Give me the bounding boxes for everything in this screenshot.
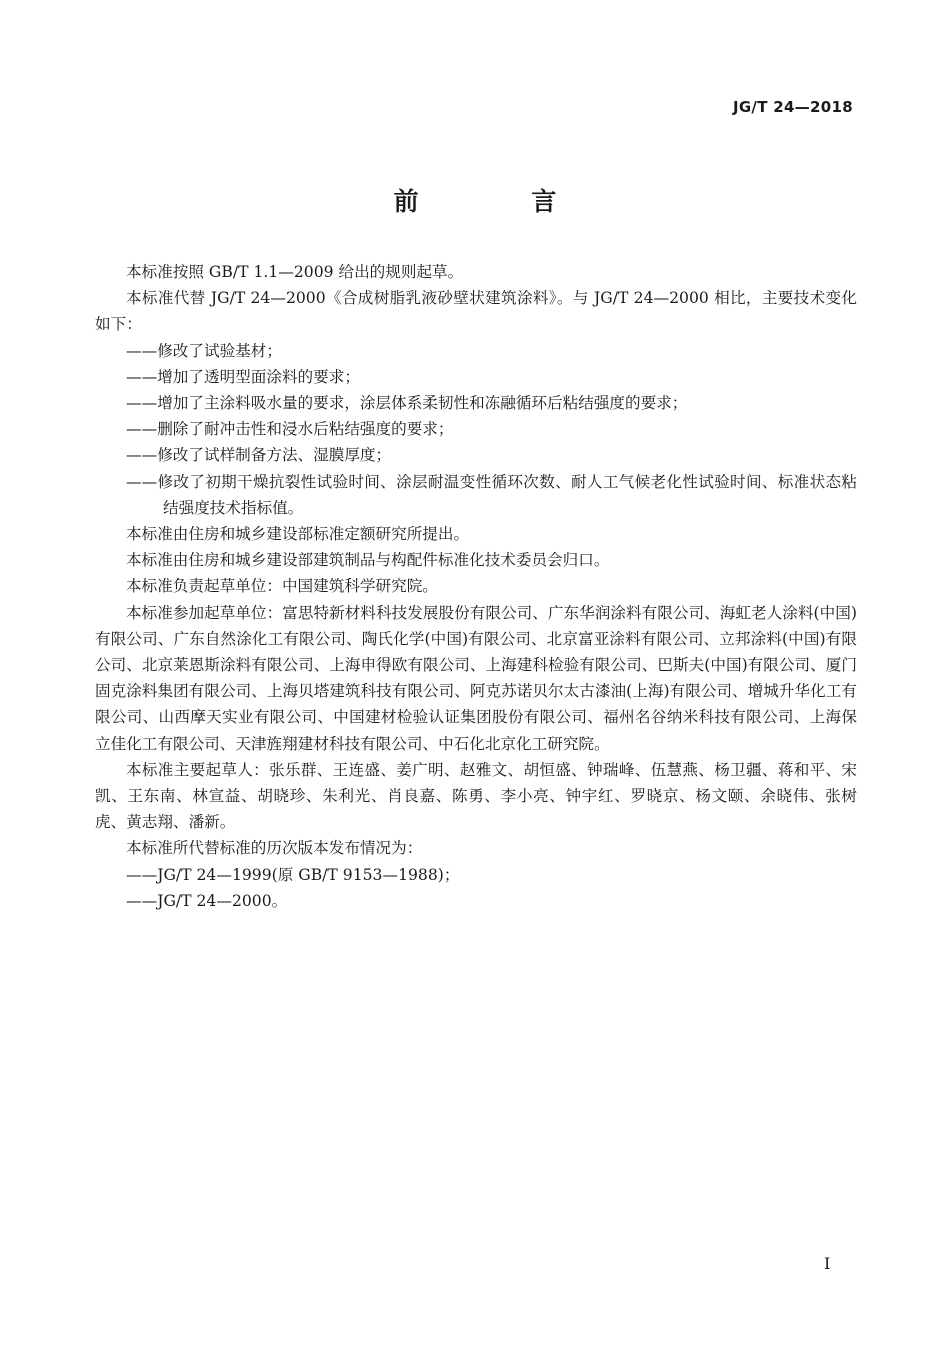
change-item: ——修改了试验基材； [126, 341, 282, 360]
version-item: ——JG/T 24—1999(原 GB/T 9153—1988)； [126, 865, 460, 884]
paragraph-participating-drafters: 本标准参加起草单位：富思特新材料科技发展股份有限公司、广东华润涂料有限公司、海虹老人涂料(中国)有限公司、广东自然涂化工有限公司、陶氏化学(中国)有限公司、北京富亚涂料有限公司、立邦涂料(中国)有限公司、北京莱恩斯涂料有限公司、上海申得欧有限公司、上海建科检验有限公司、巴斯夫(中国)有限公司、厦门固克涂料集团有限公司、上海贝塔建筑科技有限公司、阿克苏诺贝尔太古漆油(上海)有限公司、增城升华化工有限公司、山西摩天实业有限公司、中国建材检验认证集团股份有限公司、福州名谷纳米科技有限公司、上海保立佳化工有限公司、天津旌翔建材科技有限公司、中石化北京化工研究院。 [95, 603, 857, 753]
page-number: I [824, 1254, 831, 1273]
change-item: ——修改了试样制备方法、湿膜厚度； [126, 446, 392, 465]
paragraph-committee: 本标准由住房和城乡建设部建筑制品与构配件标准化技术委员会归口。 [126, 551, 610, 570]
paragraph-lead-drafter: 本标准负责起草单位：中国建筑科学研究院。 [126, 577, 438, 596]
version-item: ——JG/T 24—2000。 [126, 891, 288, 910]
paragraph-drafting-rule: 本标准按照 GB/T 1.1—2009 给出的规则起草。 [126, 263, 464, 281]
foreword-body [95, 259, 857, 914]
standard-code: JG/T 24—2018 [732, 98, 853, 116]
paragraph-main-drafters: 本标准主要起草人：张乐群、王连盛、姜广明、赵雅文、胡恒盛、钟瑞峰、伍慧燕、杨卫疆、蒋和平、宋凯、王东南、林宣益、胡晓珍、朱利光、肖良嘉、陈勇、李小亮、钟宇红、罗晓京、杨文颐、余晓伟、张树虎、黄志翔、潘新。 [95, 760, 857, 832]
paragraph-proposer: 本标准由住房和城乡建设部标准定额研究所提出。 [126, 525, 470, 544]
paragraph-replacement: 本标准代替 JG/T 24—2000《合成树脂乳液砂壁状建筑涂料》。与 JG/T 24—2000 相比，主要技术变化如下： [95, 289, 857, 334]
page-title: 前 言 [393, 187, 609, 216]
change-item: ——删除了耐冲击性和浸水后粘结强度的要求； [126, 420, 454, 439]
change-item: ——增加了透明型面涂料的要求； [126, 367, 360, 386]
change-item: ——修改了初期干燥抗裂性试验时间、涂层耐温变性循环次数、耐人工气候老化性试验时间、标准状态粘结强度技术指标值。 [126, 472, 857, 517]
paragraph-version-history: 本标准所代替标准的历次版本发布情况为： [126, 839, 423, 858]
change-item: ——增加了主涂料吸水量的要求，涂层体系柔韧性和冻融循环后粘结强度的要求； [126, 394, 688, 413]
